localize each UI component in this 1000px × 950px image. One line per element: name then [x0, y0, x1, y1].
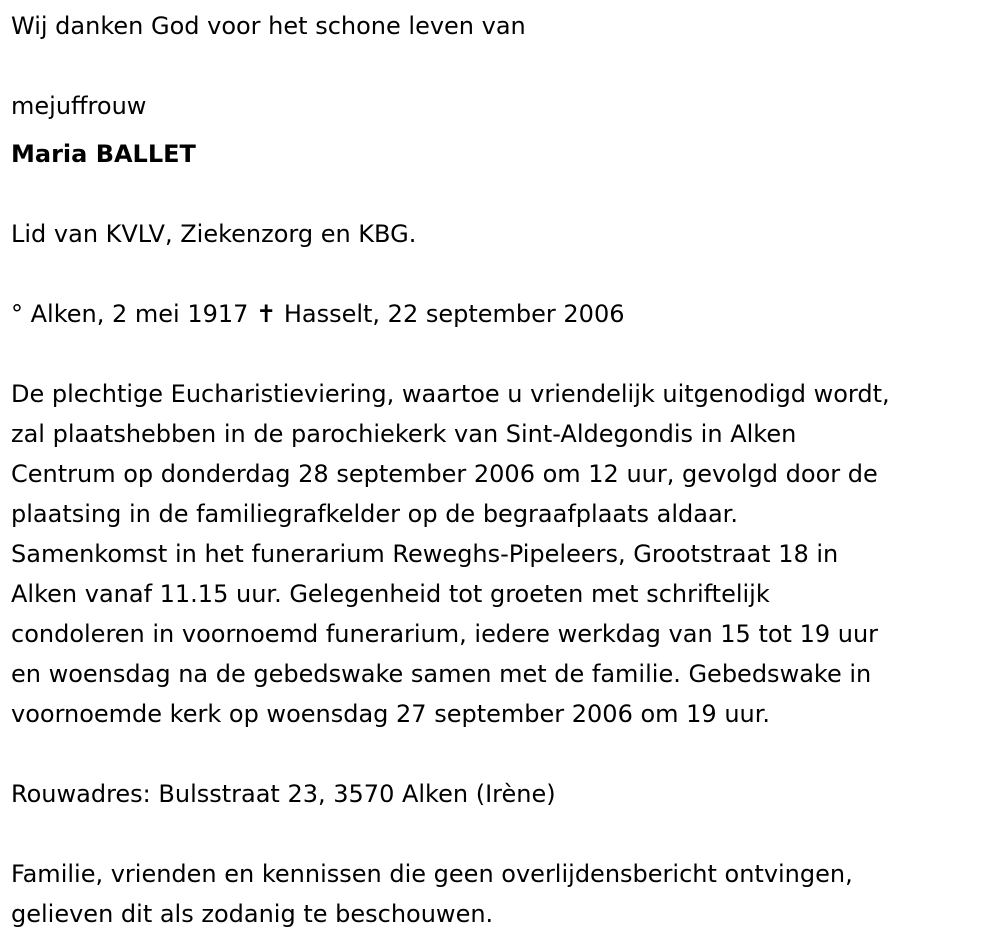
ceremony-line: zal plaatshebben in de parochiekerk van Sint-Aldegondis in Alken [11, 420, 797, 448]
address-line: Rouwadres: Bulsstraat 23, 3570 Alken (Irène) [11, 780, 556, 808]
ceremony-line: Centrum op donderdag 28 september 2006 om 12 uur, gevolgd door de [11, 460, 878, 488]
ceremony-paragraph [11, 374, 890, 734]
ceremony-line: voornoemde kerk op woensdag 27 september 2006 om 19 uur. [11, 700, 771, 728]
birth-death-line [11, 294, 624, 334]
deceased-name: Maria BALLET [11, 140, 196, 168]
ceremony-line: Alken vanaf 11.15 uur. Gelegenheid tot groeten met schriftelijk [11, 580, 770, 608]
closing-paragraph [11, 854, 853, 934]
closing-line: Familie, vrienden en kennissen die geen overlijdensbericht ontvingen, [11, 860, 853, 888]
ceremony-line: en woensdag na de gebedswake samen met de familie. Gebedswake in [11, 660, 872, 688]
title-prefix: mejuffrouw [11, 92, 147, 120]
closing-line: gelieven dit als zodanig te beschouwen. [11, 900, 494, 928]
intro-line: Wij danken God voor het schone leven van [11, 12, 526, 40]
birth-info: ° Alken, 2 mei 1917 [11, 300, 249, 328]
ceremony-line: plaatsing in de familiegrafkelder op de begraafplaats aldaar. [11, 500, 738, 528]
ceremony-line: De plechtige Eucharistieviering, waartoe u vriendelijk uitgenodigd wordt, [11, 380, 890, 408]
ceremony-line: Samenkomst in het funerarium Reweghs-Pipeleers, Grootstraat 18 in [11, 540, 839, 568]
ceremony-line: condoleren in voornoemd funerarium, iedere werkdag van 15 tot 19 uur [11, 620, 879, 648]
membership-line: Lid van KVLV, Ziekenzorg en KBG. [11, 220, 417, 248]
cross-icon: ✝ [256, 300, 277, 328]
death-info: Hasselt, 22 september 2006 [283, 300, 625, 328]
